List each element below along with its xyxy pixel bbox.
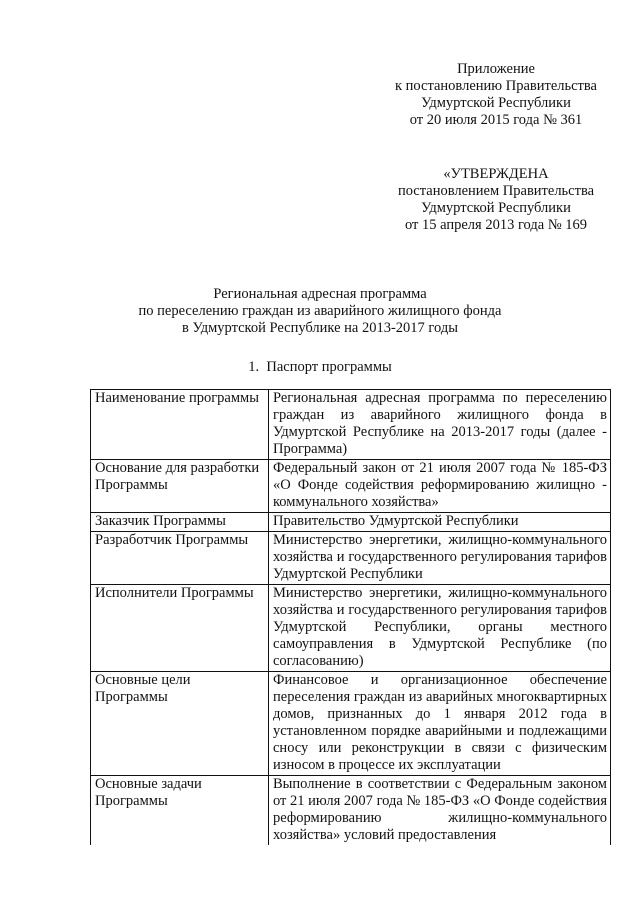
row-value: Правительство Удмуртской Республики <box>269 513 611 532</box>
table-row <box>91 390 611 460</box>
row-label: Основные задачи Программы <box>91 776 269 846</box>
section-title: Паспорт программы <box>266 359 392 375</box>
row-value: Министерство энергетики, жилищно-коммунального хозяйства и государственного регулирования тарифов Удмуртской Республики <box>269 532 611 585</box>
approved-line: «УТВЕРЖДЕНА <box>443 166 549 182</box>
row-value: Федеральный закон от 21 июля 2007 года № 185-ФЗ «О Фонде содействия реформированию жилищно - коммунального хозяйства» <box>269 460 611 513</box>
row-label: Заказчик Программы <box>91 513 269 532</box>
table-row <box>91 513 611 532</box>
section-heading <box>0 359 640 376</box>
passport-table <box>90 389 611 845</box>
appendix-line: Удмуртской Республики <box>421 95 571 111</box>
approved-line: постановлением Правительства <box>397 183 595 199</box>
table-row <box>91 672 611 776</box>
row-label: Разработчик Программы <box>91 532 269 585</box>
row-label: Основание для разработки Программы <box>91 460 269 513</box>
table-row <box>91 460 611 513</box>
appendix-line: к постановлению Правительства <box>395 78 597 94</box>
table-row <box>91 532 611 585</box>
approved-block <box>386 166 606 234</box>
row-label: Исполнители Программы <box>91 585 269 672</box>
section-number: 1. <box>248 359 260 375</box>
program-title <box>0 286 640 337</box>
row-value: Региональная адресная программа по переселению граждан из аварийного жилищного фонда в Удмуртской Республике на 2013-2017 годы (далее - Программа) <box>269 390 611 460</box>
appendix-block <box>386 61 606 129</box>
row-value: Финансовое и организационное обеспечение переселения граждан из аварийных многоквартирных домов, признанных до 1 января 2012 года в установленном порядке аварийными и подлежащими сносу или реконструкции в связи с физическим износом в процессе их эксплуатации <box>269 672 611 776</box>
row-value: Выполнение в соответствии с Федеральным законом от 21 июля 2007 года № 185-ФЗ «О Фонде содействия реформированию жилищно-коммунального хозяйства» условий предоставления <box>269 776 611 846</box>
title-line: в Удмуртской Республике на 2013-2017 годы <box>182 320 458 336</box>
table-row <box>91 585 611 672</box>
approved-line: от 15 апреля 2013 года № 169 <box>404 217 588 233</box>
table-row <box>91 776 611 846</box>
appendix-line: от 20 июля 2015 года № 361 <box>409 112 583 128</box>
appendix-line: Приложение <box>457 61 535 77</box>
approved-line: Удмуртской Республики <box>421 200 571 216</box>
row-label: Наименование программы <box>91 390 269 460</box>
title-line: по переселению граждан из аварийного жилищного фонда <box>138 303 502 319</box>
row-label: Основные цели Программы <box>91 672 269 776</box>
row-value: Министерство энергетики, жилищно-коммунального хозяйства и государственного регулирования тарифов Удмуртской Республики, органы местного самоуправления в Удмуртской Республике (по согласованию) <box>269 585 611 672</box>
title-line: Региональная адресная программа <box>213 286 427 302</box>
